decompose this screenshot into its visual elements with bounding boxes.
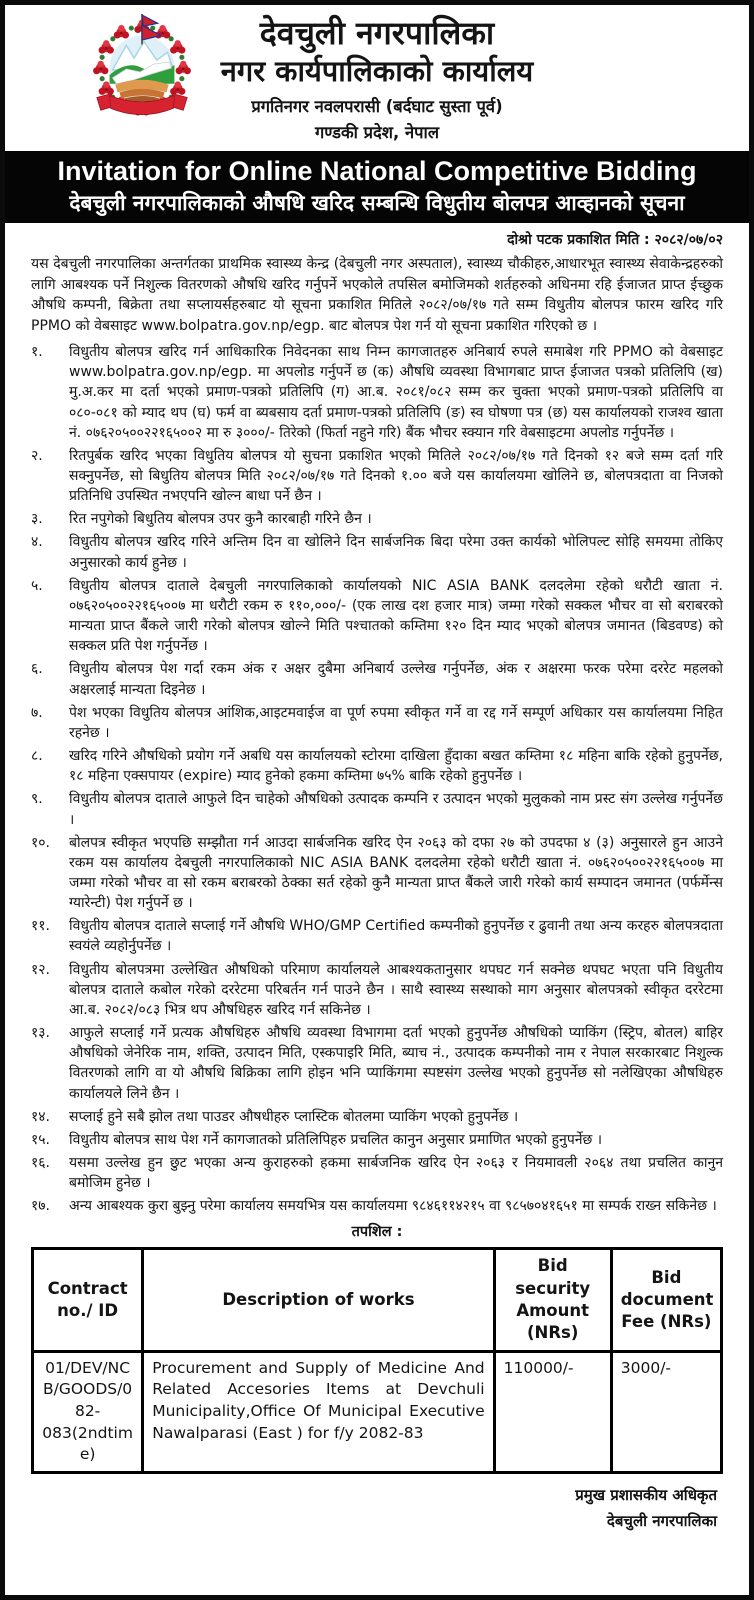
term-item — [31, 576, 723, 657]
term-number: १६. — [31, 1155, 51, 1172]
term-number: १४. — [31, 1108, 51, 1125]
bid-security-header: Bid security Amount (NRs) — [494, 1249, 611, 1351]
term-number: ७. — [31, 704, 43, 721]
term-text: पेश भएका विधुतिय बोलपत्र आंशिक,आइटमवाईज वा पूर्ण रुपमा स्वीकृत गर्ने वा रद्द गर्ने सम्पूर्ण अधिकार यस कार्यालयमा निहित रहनेछ । — [69, 704, 723, 741]
term-text: यसमा उल्लेख हुन छुट भएका अन्य कुराहरुको हकमा सार्बजनिक खरिद ऐन २०६३ र नियमावली २०६४ तथा प्रचलित कानुन बमोजिम हुनेछ । — [69, 1155, 723, 1192]
nepal-municipality-emblem-logo — [83, 13, 201, 123]
term-text: आफुले सप्लाई गर्ने प्रत्यक औषधिहरु औषधि व्यवस्था विभागमा दर्ता भएको हुनुपर्नेछ औषधिको प्याकिंग (स्ट्रिप, बोतल) बाहिर औषधिको जेनेरिक नाम, शक्ति, उत्पादन मिति, एस्कपाइरि मिति, ब्याच नं., उत्पादक कम्पनीको नाम र नेपाल सरकारबाट निशुल्क वितरणको लागि वा यो औषधि बिक्रिका लागि होइन भनि प्याकिंगमा स्पष्टसंग उल्लेख भएको हुनुपर्नेछ सो नलेखिएका औषधिहरु कार्यालयले लिने छैन । — [69, 1025, 723, 1102]
term-item — [31, 1023, 723, 1104]
term-text: सप्लाई हुने सबै झोल तथा पाउडर औषधीहरु प्लास्टिक बोतलमा प्याकिंग भएको हुनुपर्नेछ । — [69, 1108, 519, 1125]
term-item — [31, 659, 723, 699]
term-item — [31, 1130, 723, 1150]
bid-fee-header: Bid document Fee (NRs) — [611, 1249, 721, 1351]
province-line: गण्डकी प्रदेश, नेपाल — [314, 122, 440, 142]
term-number: ६. — [31, 661, 43, 678]
term-text: विधुतीय बोलपत्र दाताले देबचुली नगरपालिकाको कार्यालयको NIC ASIA BANK दलदलेमा रहेको धरौटी खाता नं. ०७६२०५००२२१६५००७ मा धरौटी रकम रु ११०,०००/- (एक लाख दश हजार मात्र) जम्मा गरेको सक्कल भौचर वा सो बराबरको मान्यता प्राप्त बैंकले जारी गरेको बोलपत्र खोल्ने मिति पश्चातको कम्तिमा १२० दिन म्याद भएको बोलपत्र जमानत (बिडवण्ड) को सक्कल प्रति पेश गर्नुपर्नेछ । — [69, 577, 723, 655]
office-name: नगर कार्यपालिकाको कार्यालय — [220, 54, 534, 88]
term-number: ८. — [31, 748, 43, 765]
banner-title-nepali: देबचुली नगरपालिकाको औषधि खरिद सम्बन्धि विधुतीय बोलपत्र आव्हानको सूचना — [69, 191, 685, 216]
signature-block — [31, 1482, 723, 1535]
term-number: १५. — [31, 1131, 51, 1148]
term-item — [31, 1107, 723, 1127]
term-item — [31, 1196, 723, 1216]
term-number: १२. — [31, 961, 51, 978]
term-item — [31, 746, 723, 786]
intro-paragraph: यस देबचुली नगरपालिका अन्तर्गतका प्राथमिक स्वास्थ्य केन्द्र (देबचुली नगर अस्पताल), स्वास्थ्य चौकीहरु,आधारभूत स्वास्थ्य सेवाकेन्द्रहरुको लागि आबश्यक पर्ने निशुल्क वितरणको औषधि खरिद गर्नुपर्ने भएकोले तपसिल बमोजिमको शर्तहरुको अधिनमा रहि ईजाजत प्राप्त ईच्छुक औषधि कम्पनी, बिक्रेता तथा सप्लायर्सहरुबाट यो सूचना प्रकाशित मितिले २०८२/०७/१७ गते सम्म विधुतीय बोलपत्र फारम खरिद गरि PPMO को वेबसाइट www.bolpatra.gov.np/egp. बाट बोलपत्र पेश गर्न यो सूचना प्रकाशित गरिएको छ । — [31, 256, 723, 334]
term-item — [31, 833, 723, 914]
bid-fee-cell: 3000/- — [611, 1351, 721, 1472]
term-number: ५. — [31, 577, 43, 594]
term-item — [31, 703, 723, 743]
term-item — [31, 446, 723, 506]
term-number: ११. — [31, 918, 51, 935]
term-number: १०. — [31, 834, 51, 851]
term-text: विधुतीय बोलपत्र खरिद गरिने अन्तिम दिन वा खोलिने दिन सार्बजनिक बिदा परेमा उक्त कार्यको भोलिपल्ट सोहि समयमा तोकिए अनुसारको कार्य हुनेछ । — [69, 534, 723, 571]
term-number: १३. — [31, 1025, 51, 1042]
term-text: विधुतीय बोलपत्रमा उल्लेखित औषधिको परिमाण कार्यालयले आबश्यकतानुसार थपघट गर्न सक्नेछ थपघट भएता पनि विधुतीय बोलपत्र दाताले कबोल गरेको दररेटमा परिबर्तन गर्न पाउने छैन । साथै स्वास्थ्य सस्थाको माग अनुसार बोलपत्रको स्वीकृत दररेटमा आ.ब. २०८२/०८३ भित्र थप औषधिहरु खरिद गर्न सकिनेछ । — [69, 961, 723, 1018]
contract-id-cell: 01/DEV/NCB/GOODS/082-083(2ndtime) — [33, 1351, 143, 1472]
terms-and-conditions-list — [31, 342, 723, 1216]
term-item — [31, 960, 723, 1020]
publication-date-line: दोश्रो पटक प्रकाशित मिति : २०८२/०७/०२ — [507, 232, 723, 249]
contract-id-header: Contract no./ ID — [33, 1249, 143, 1351]
notice-body — [5, 223, 749, 1534]
bid-security-cell: 110000/- — [494, 1351, 611, 1472]
term-text: रितपुर्बक खरिद भएका विधुतिय बोलपत्र यो सुचना प्रकाशित भएको मितिले २०८२/०७/१७ गते दिनको १२ बजे सम्म दर्ता गरि सक्नुपर्नेछ, सो बिधुतिय बोलपत्र मिति २०८२/०७/१७ गते दिनको १.०० बजे यस कार्यालयमा खोलिने छ, बोलपत्रदाता वा निजको प्रतिनिधि उपस्थित नभएपनि खोल्न बाधा पर्ने छैन । — [69, 447, 723, 505]
term-number: ९. — [31, 791, 43, 808]
notice-title-banner — [5, 151, 749, 224]
banner-title-english: Invitation for Online National Competitive Bidding — [57, 155, 697, 186]
term-number: ४. — [31, 534, 43, 551]
bid-schedule-table — [31, 1247, 723, 1474]
term-item — [31, 916, 723, 956]
description-header: Description of works — [143, 1249, 494, 1351]
description-cell: Procurement and Supply of Medicine And Related Accesories Items at Devchuli Municipality,Office Of Municipal Executive Nawalparasi (East ) for f/y 2082-83 — [143, 1351, 494, 1472]
term-text: विधुतीय बोलपत्र पेश गर्दा रकम अंक र अक्षर दुबैमा अनिबार्य उल्लेख गर्नुपर्नेछ, अंक र अक्षरमा फरक परेमा दररेट महलको अक्षरलाई मान्यता दिइनेछ । — [69, 661, 723, 698]
term-text: विधुतीय बोलपत्र साथ पेश गर्ने कागजातको प्रतिलिपिहरु प्रचलित कानुन अनुसार प्रमाणित भएको हुनुपर्नेछ । — [69, 1131, 603, 1148]
letterhead — [5, 5, 749, 145]
term-number: १७. — [31, 1198, 51, 1215]
term-text: विधुतीय बोलपत्र दाताले आफुले दिन चाहेको औषधिको उत्पादक कम्पनि र उत्पादन भएको मुलुकको नाम प्रस्ट संग उल्लेख गर्नुपर्नेछ । — [69, 791, 723, 828]
schedule-heading: तपशिल : — [351, 1224, 403, 1241]
office-address: प्रगतिनगर नवलपरासी (बर्दघाट सुस्ता पूर्व) — [251, 96, 503, 116]
term-number: १. — [31, 344, 43, 361]
term-item — [31, 509, 723, 529]
term-item — [31, 342, 723, 443]
term-item — [31, 532, 723, 572]
term-text: बोलपत्र स्वीकृत भएपछि सम्झौता गर्न आउदा सार्बजनिक खरिद ऐन २०६३ को दफा २७ को उपदफा ४ (३) अनुसारले हुन आउने रकम यस कार्यालय देबचुली नगरपालिकाको NIC ASIA BANK दलदलेमा रहेको धरौटी खाता नं. ०७६२०५००२२१६५००७ मा जम्मा गरेको भौचर वा सो रकम बराबरको ठेक्का सर्त रहेको कुनै मान्यता प्राप्त बैंकले जारी गरेको कार्य सम्पादन जमानत (पर्फर्मेन्स ग्यारेन्टी) पेश गर्नुपर्ने छ । — [69, 834, 723, 912]
term-item — [31, 1153, 723, 1193]
term-number: २. — [31, 447, 43, 464]
municipality-name: देवचुली नगरपालिका — [259, 14, 495, 52]
table-row — [33, 1351, 722, 1472]
term-text: खरिद गरिने औषधिको प्रयोग गर्ने अबधि यस कार्यालयको स्टोरमा दाखिला हुँदाका बखत कम्तिमा १८ महिना बाकि रहेको हुनुपर्नेछ, १८ महिना एक्सपायर (expire) म्याद हुनेको हकमा कम्तिमा ७५% बाकि रहेको हुनुपर्नेछ । — [69, 748, 723, 785]
term-number: ३. — [31, 511, 43, 528]
table-header-row — [33, 1249, 722, 1351]
term-text: रित नपुगेको बिधुतिय बोलपत्र उपर कुनै कारबाही गरिने छैन । — [69, 511, 372, 528]
signatory-title: प्रमुख प्रशासकीय अधिकृत — [575, 1485, 717, 1504]
term-text: विधुतीय बोलपत्र दाताले सप्लाई गर्ने औषधि WHO/GMP Certified कम्पनीको हुनुपर्नेछ र ढुवानी तथा अन्य करहरु बोलपत्रदाता स्वयंले व्यहोर्नुपर्नेछ । — [69, 918, 723, 955]
term-text: विधुतीय बोलपत्र खरिद गर्न आधिकारिक निवेदनका साथ निम्न कागजातहरु अनिबार्य रुपले समाबेश गरि PPMO को वेबसाइट www.bolpatra.gov.np/egp. मा अपलोड गर्नुपर्ने छ (क) औषधि व्यवस्था विभागबाट प्राप्त ईजाजत पत्रको प्रतिलिपि (ख) मु.अ.कर मा दर्ता भएको प्रमाण-पत्रको प्रतिलिपि (ग) आ.ब. २०८१/०८२ सम्म कर चुक्ता भएको प्रमाण-पत्रको प्रतिलिपि वा ०८०-०८१ को म्याद थप (घ) फर्म वा ब्यबसाय दर्ता प्रमाण-पत्रको प्रतिलिपि (ङ) स्व घोषणा पत्र (छ) यस कार्यालयको राजश्व खाता नं. ०७६२०५००२२१६५००२ मा रु ३०००/- तिरेको (फिर्ता नहुने गरि) बैंक भौचर स्क्यान गरि वेबसाइटमा अपलोड गर्नुपर्नेछ । — [69, 344, 723, 441]
term-item — [31, 789, 723, 829]
term-text: अन्य आबश्यक कुरा बुझ्नु परेमा कार्यालय समयभित्र यस कार्यालयमा ९८४६११४२१५ वा ९८५७०४१६५१ मा सम्पर्क राख्न सकिनेछ । — [69, 1198, 717, 1215]
signatory-office: देबचुली नगरपालिका — [606, 1512, 717, 1531]
